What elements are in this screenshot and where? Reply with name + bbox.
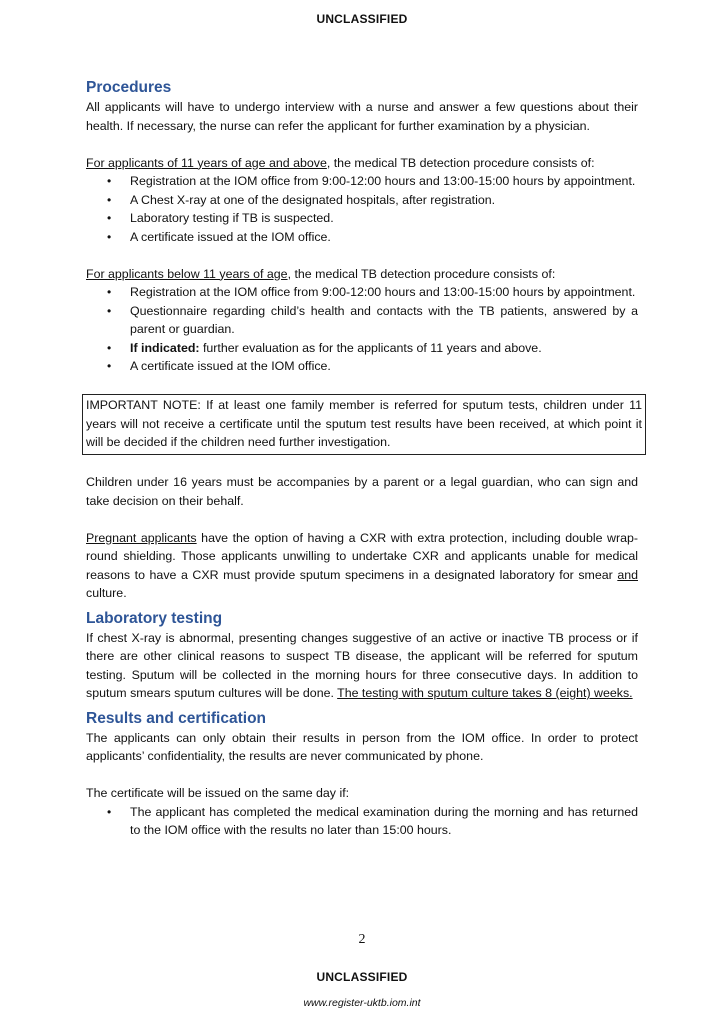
list-item: • If indicated: further evaluation as for the applicants of 11 years and above.: [86, 339, 638, 358]
if-indicated-label: If indicated:: [130, 340, 200, 355]
bullet-icon: •: [107, 174, 112, 188]
page-number: 2: [358, 932, 366, 947]
header-classification: UNCLASSIFIED: [316, 12, 408, 26]
results-list: [86, 803, 638, 840]
procedures-heading: Procedures: [86, 79, 172, 96]
bullet-icon: •: [107, 229, 112, 244]
children-lead-underlined: For applicants below 11 years of age: [86, 266, 288, 281]
list-item: • The applicant has completed the medical examination during the morning and has returned to the IOM office with the results no later than 15:00 hours.: [107, 804, 638, 837]
children-lead: [86, 265, 638, 284]
laboratory-heading: Laboratory testing: [86, 609, 223, 627]
children-list: [86, 283, 638, 376]
laboratory-paragraph: If chest X-ray is abnormal, presenting changes suggestive of an active or inactive TB process or if there are other clinical reasons to suspect TB disease, the applicant will be referred for sputum testing. Sputum will be collected in the morning hours for three consecutive days. In addition to sputum smears sputum cultures will be done. The testing with sputum culture takes 8 (eight) weeks.: [86, 630, 638, 700]
page-content: [86, 78, 642, 840]
results-heading: Results and certification: [86, 709, 267, 727]
list-item: • Registration at the IOM office from 9:00-12:00 hours and 13:00-15:00 hours by appointment.: [86, 172, 638, 191]
results-lead: The certificate will be issued on the same day if:: [86, 786, 350, 800]
list-item: • A certificate issued at the IOM office.: [86, 357, 638, 376]
procedures-intro: All applicants will have to undergo interview with a nurse and answer a few questions about their health. If necessary, the nurse can refer the applicant for further examination by a physician.: [86, 100, 638, 133]
footer-classification: UNCLASSIFIED: [316, 970, 408, 984]
adults-lead-rest: , the medical TB detection procedure consists of:: [326, 155, 595, 170]
adults-lead-underlined: For applicants of 11 years of age and above: [86, 155, 327, 170]
list-item: • Laboratory testing if TB is suspected.: [86, 209, 638, 228]
bullet-icon: •: [107, 340, 112, 355]
guardian-paragraph: Children under 16 years must be accompanies by a parent or a legal guardian, who can sign and take decision on their behalf.: [86, 475, 638, 508]
bullet-icon: •: [107, 192, 112, 207]
children-lead-rest: , the medical TB detection procedure consists of:: [287, 266, 556, 281]
pregnant-paragraph: Pregnant applicants have the option of having a CXR with extra protection, including double wrap-round shielding. Those applicants unwilling to undertake CXR and applicants unable for medical reasons to have a CXR must provide sputum specimens in a designated laboratory for smear and culture.: [86, 530, 639, 600]
list-item: • Questionnaire regarding child’s health and contacts with the TB patients, answered by a parent or guardian.: [107, 303, 638, 336]
bullet-icon: •: [107, 285, 112, 299]
footer-url: www.register-uktb.iom.int: [303, 997, 421, 1009]
bullet-icon: •: [107, 211, 112, 225]
list-item: • A certificate issued at the IOM office.: [86, 228, 638, 247]
adults-list: [86, 172, 638, 246]
adults-lead: [86, 154, 638, 173]
important-note-box: IMPORTANT NOTE: If at least one family member is referred for sputum tests, children under 11 years will not receive a certificate until the sputum test results have been received, at which point it will be decided if the children need further investigation.: [82, 394, 646, 455]
bullet-icon: •: [107, 804, 112, 819]
list-item: • Registration at the IOM office from 9:00-12:00 hours and 13:00-15:00 hours by appointment.: [86, 283, 638, 302]
results-paragraph: The applicants can only obtain their results in person from the IOM office. In order to protect applicants’ confidentiality, the results are never communicated by phone.: [86, 730, 638, 763]
bullet-icon: •: [107, 303, 112, 318]
bullet-icon: •: [107, 359, 112, 373]
list-item: • A Chest X-ray at one of the designated hospitals, after registration.: [86, 191, 638, 210]
